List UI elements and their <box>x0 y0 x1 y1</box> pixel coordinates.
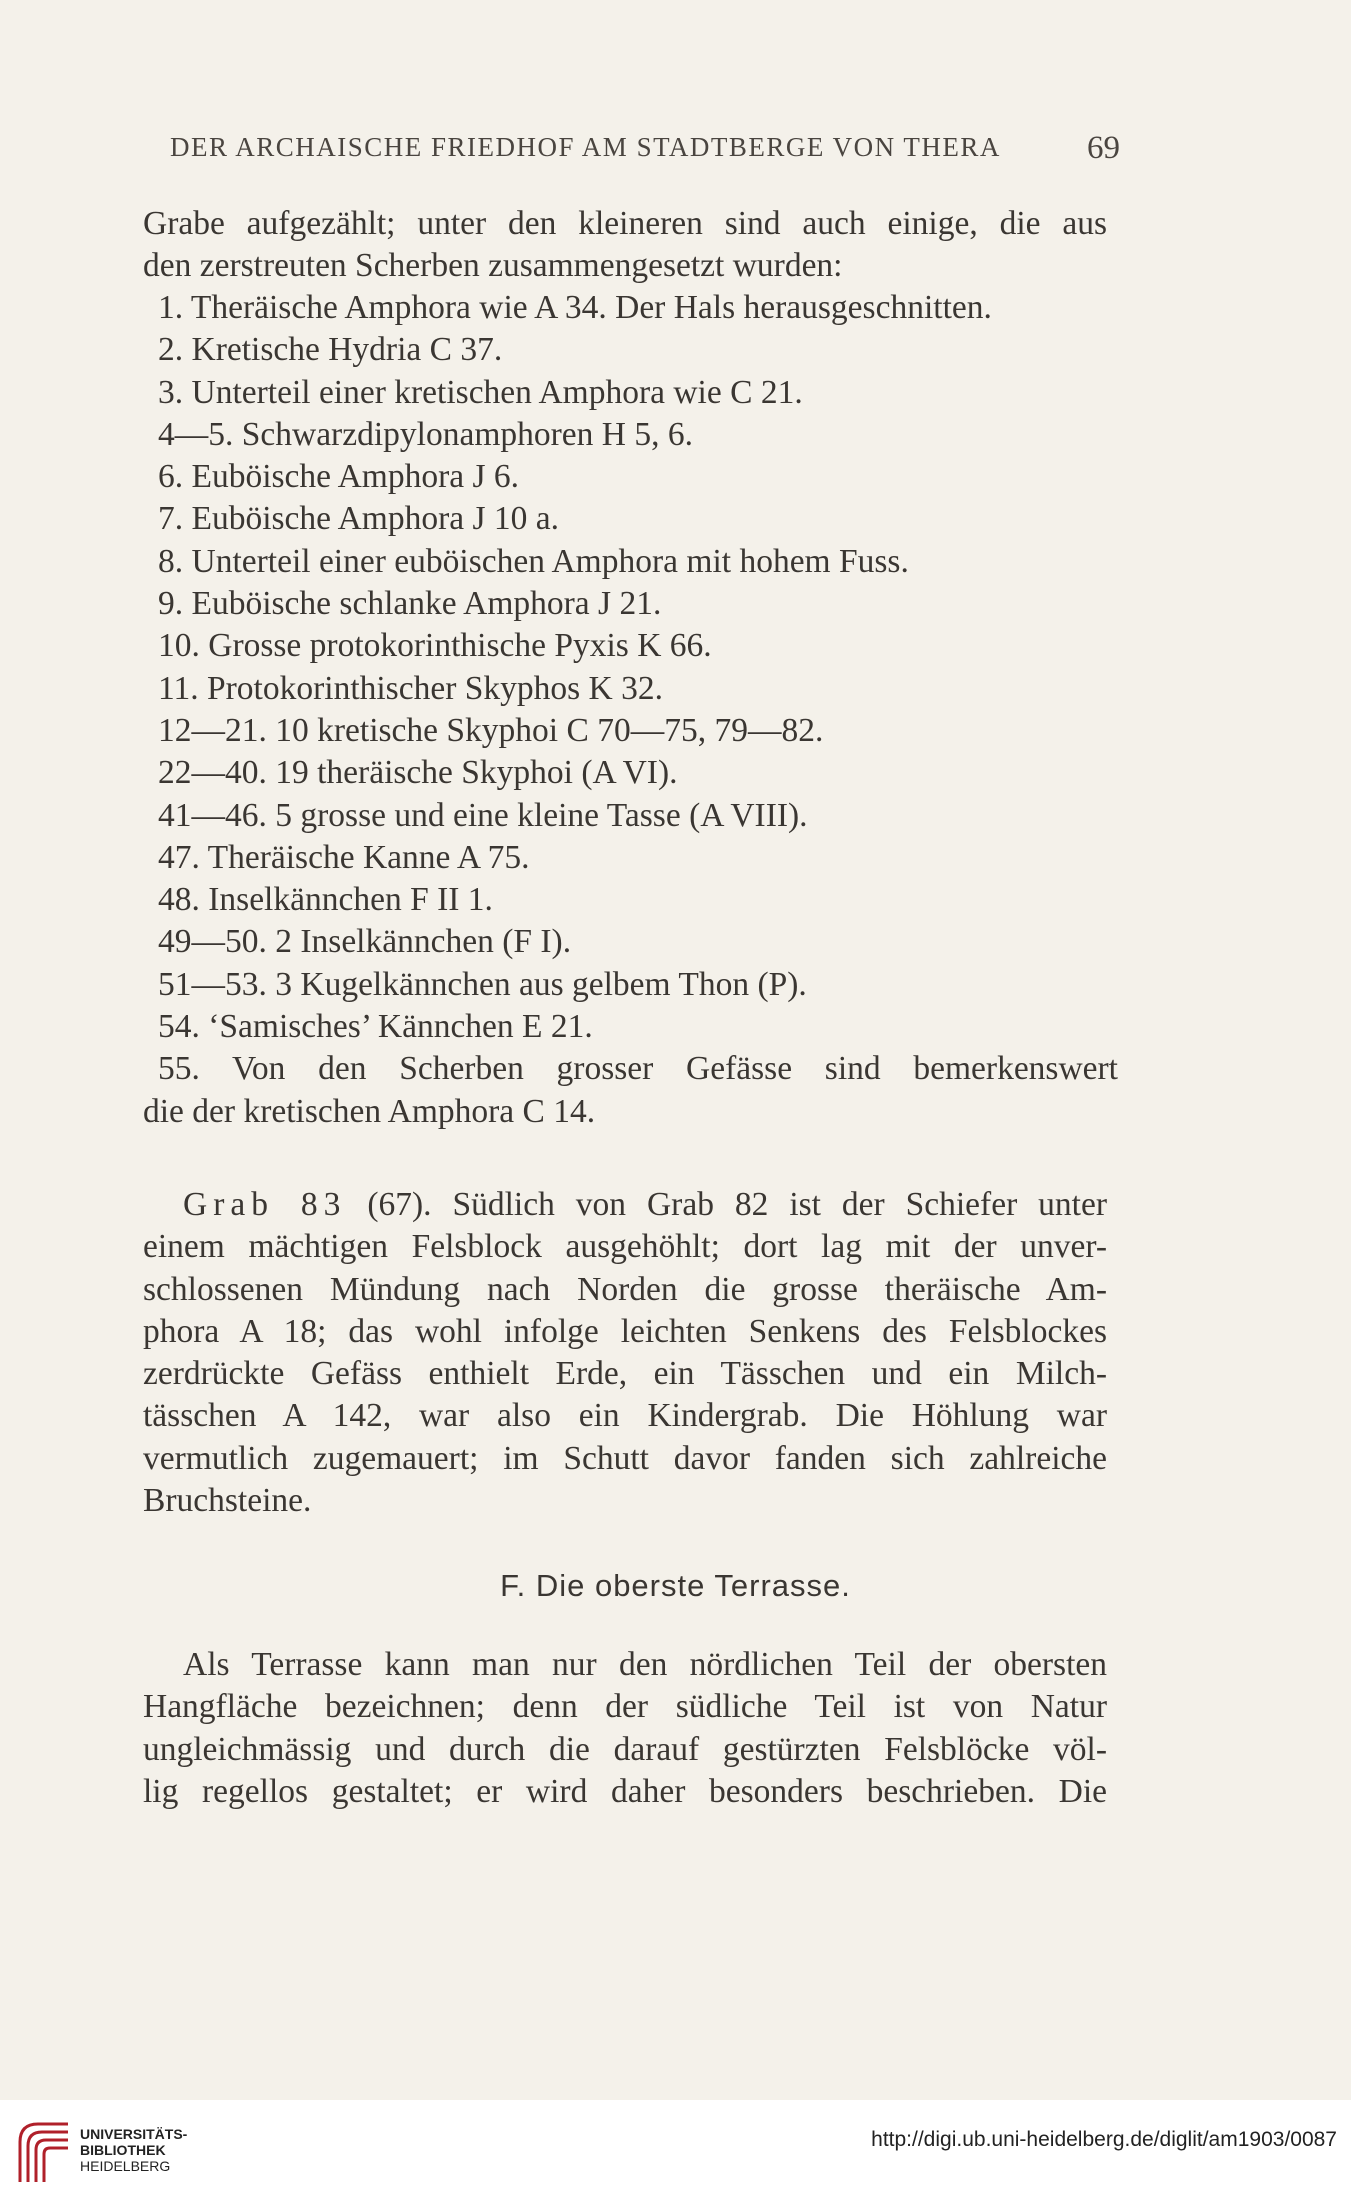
list-item: 6. Euböische Amphora J 6. <box>158 458 520 496</box>
running-title: DER ARCHAISCHE FRIEDHOF AM STADTBERGE VON THERA <box>170 132 1001 162</box>
running-header <box>170 130 1120 166</box>
list-item: 8. Unterteil einer euböischen Amphora mit hohem Fuss. <box>158 542 909 580</box>
grab-line: tässchen A 142, war also ein Kindergrab. Die Höhlung war <box>143 1397 1107 1435</box>
list-item: 47. Theräische Kanne A 75. <box>158 838 530 876</box>
intro-line: den zerstreuten Scherben zusammengesetzt wurden: <box>143 247 843 285</box>
grab-line: zerdrückte Gefäss enthielt Erde, ein Tässchen und ein Milch- <box>143 1355 1107 1393</box>
grab-line: Bruchsteine. <box>143 1482 312 1520</box>
source-url[interactable]: http://digi.ub.uni-heidelberg.de/diglit/am1903/0087 <box>871 2128 1337 2151</box>
list-item: 4—5. Schwarzdipylonamphoren H 5, 6. <box>158 415 693 453</box>
institution-line: HEIDELBERG <box>80 2158 171 2174</box>
grab-line: schlossenen Mündung nach Norden die grosse theräische Am- <box>143 1270 1107 1308</box>
list-item: 2. Kretische Hydria C 37. <box>158 331 503 369</box>
list-item: 54. ‘Samisches’ Kännchen E 21. <box>158 1008 593 1046</box>
institution-name <box>80 2126 187 2174</box>
list-item: 51—53. 3 Kugelkännchen aus gelbem Thon (P). <box>158 965 807 1003</box>
library-logo-icon <box>14 2116 74 2188</box>
section-heading: F. Die oberste Terrasse. <box>500 1568 851 1603</box>
institution-line: UNIVERSITÄTS- <box>80 2126 188 2142</box>
list-item: 41—46. 5 grosse und eine kleine Tasse (A VIII). <box>158 796 808 834</box>
list-item: 1. Theräische Amphora wie A 34. Der Hals herausgeschnitten. <box>158 289 992 326</box>
list-item: 9. Euböische schlanke Amphora J 21. <box>158 585 662 623</box>
grab-83-paragraph <box>143 1184 1107 1522</box>
list-item: 55. Von den Scherben grosser Gefässe sind bemerkenswert <box>158 1050 1118 1088</box>
list-item: 11. Protokorinthischer Skyphos K 32. <box>158 669 663 707</box>
list-item: 3. Unterteil einer kretischen Amphora wie C 21. <box>158 373 803 411</box>
list-item: 48. Inselkännchen F II 1. <box>158 881 493 919</box>
grab-line: phora A 18; das wohl infolge leichten Senkens des Felsblockes <box>143 1312 1107 1350</box>
grab-line-text: (67). Südlich von Grab 82 ist der Schiefer unter <box>346 1186 1108 1223</box>
list-item: die der kretischen Amphora C 14. <box>143 1092 596 1130</box>
terrasse-line: lig regellos gestaltet; er wird daher besonders beschrieben. Die <box>143 1772 1107 1810</box>
list-item: 22—40. 19 theräische Skyphoi (A VI). <box>158 754 678 792</box>
grab-line <box>143 1184 1107 1226</box>
intro-line: Grabe aufgezählt; unter den kleineren sind auch einige, die aus <box>143 205 1107 242</box>
list-item: 12—21. 10 kretische Skyphoi C 70—75, 79—82. <box>158 711 824 749</box>
terrasse-line: ungleichmässig und durch die darauf gestürzten Felsblöcke völ- <box>143 1730 1107 1768</box>
grab-line: vermutlich zugemauert; im Schutt davor fanden sich zahlreiche <box>143 1439 1107 1477</box>
find-list <box>143 287 1118 1133</box>
terrasse-line: Hangfläche bezeichnen; denn der südliche Teil ist von Natur <box>143 1688 1107 1726</box>
terrasse-paragraph <box>143 1644 1107 1813</box>
intro-paragraph <box>143 203 1107 288</box>
page-number: 69 <box>1087 130 1120 166</box>
list-item: 49—50. 2 Inselkännchen (F I). <box>158 923 572 961</box>
institution-line: BIBLIOTHEK <box>80 2142 166 2158</box>
grab-label: Grab 83 <box>183 1186 347 1223</box>
list-item: 10. Grosse protokorinthische Pyxis K 66. <box>158 627 712 665</box>
digitization-footer <box>0 2100 1351 2207</box>
grab-line: einem mächtigen Felsblock ausgehöhlt; dort lag mit der unver- <box>143 1228 1107 1266</box>
list-item: 7. Euböische Amphora J 10 a. <box>158 500 560 538</box>
terrasse-line: Als Terrasse kann man nur den nördlichen Teil der obersten <box>183 1646 1107 1683</box>
